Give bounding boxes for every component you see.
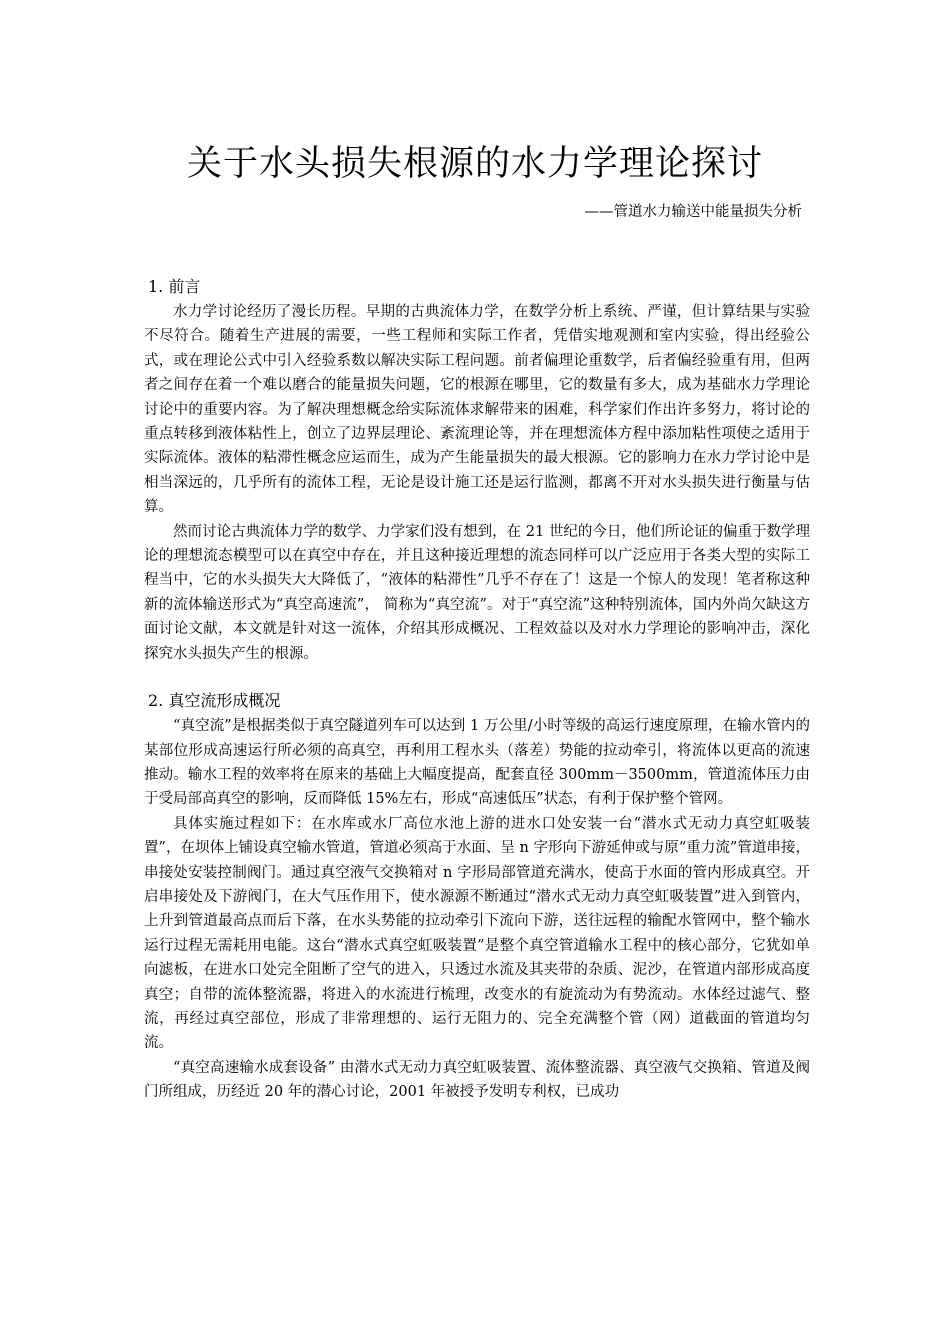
paragraph: “真空高速输水成套设备” 由潜水式无动力真空虹吸装置、流体整流器、真空液气交换箱、管道及阀门所组成，历经近 20 年的潜心讨论，2001 年被授予发明专利权，已成功 [144, 1059, 810, 1101]
section-preface [144, 274, 810, 666]
document-subtitle: ——管道水力输送中能量损失分析 [584, 204, 802, 220]
paragraph: 具体实施过程如下：在水库或水厂高位水池上游的进水口处安装一台“潜水式无动力真空虹吸装置”，在坝体上铺设真空输水管道，管道必须高于水面、呈 n 字形向下游延伸或与原“重力流”管道串接，串接处安装控制阀门。通过真空液气交换箱对 n 字形局部管道充满水，使高于水面的管内形成真空。开启串接处及下游阀门，在大气压作用下，使水源源不断通过“潜水式无动力真空虹吸装置”进入到管内，上升到管道最高点而后下落，在水头势能的拉动牵引下流向下游，送往远程的输配水管网中，整个输水运行过程无需耗用电能。这台“潜水式真空虹吸装置”是整个真空管道输水工程中的核心部分，它犹如单向滤板，在进水口处完全阻断了空气的进入，只透过水流及其夹带的杂质、泥沙，在管道内部形成高度真空；自带的流体整流器，将进入的水流进行梳理，改变水的有旋流动为有势流动。水体经过滤气、整流，再经过真空部位，形成了非常理想的、运行无阻力的、完全充满整个管（网）道截面的管道均匀流。 [144, 815, 810, 1052]
paragraph: 水力学讨论经历了漫长历程。早期的古典流体力学，在数学分析上系统、严谨，但计算结果与实验不尽符合。随着生产进展的需要，一些工程师和实际工作者，凭借实地观测和室内实验，得出经验公式，或在理论公式中引入经验系数以解决实际工程问题。前者偏理论重数学，后者偏经验重有用，但两者之间存在着一个难以磨合的能量损失问题，它的根源在哪里，它的数量有多大，成为基础水力学理论讨论中的重要内容。为了解决理想概念给实际流体求解带来的困难，科学家们作出许多努力，将讨论的重点转移到液体粘性上，创立了边界层理论、紊流理论等，并在理想流体方程中添加粘性项使之适用于实际流体。液体的粘滞性概念应运而生，成为产生能量损失的最大根源。它的影响力在水力学讨论中是相当深远的，几乎所有的流体工程，无论是设计施工还是运行监测，都离不开对水头损失进行衡量与估算。 [144, 304, 810, 516]
section-vacuum-flow-overview [144, 688, 810, 1105]
paragraph: 然而讨论古典流体力学的数学、力学家们没有想到，在 21 世纪的今日，他们所论证的偏重于数学理论的理想流态模型可以在真空中存在，并且这种接近理想的流态同样可以广泛应用于各类大型的实际工程当中，它的水头损失大大降低了，“液体的粘滞性”几乎不存在了！这是一个惊人的发现！笔者称这种新的流体输送形式为“真空高速流”， 简称为“真空流”。对于“真空流”这种特别流体，国内外尚欠缺这方面讨论文献，本文就是针对这一流体，介绍其形成概况、工程效益以及对水力学理论的影响冲击，深化探究水头损失产生的根源。 [144, 523, 810, 662]
section-heading: 1. 前言 [148, 277, 201, 296]
section-spacer [144, 666, 810, 688]
document-body [144, 274, 810, 1105]
document-title: 关于水头损失根源的水力学理论探讨 [186, 144, 763, 184]
paragraph: “真空流”是根据类似于真空隧道列车可以达到 1 万公里/小时等级的高运行速度原理，在输水管内的某部位形成高速运行所必须的高真空，再利用工程水头（落差）势能的拉动牵引，将流体以更高的流速推动。输水工程的效率将在原来的基础上大幅度提高，配套直径 300mm－3500mm，管道流体压力由于受局部高真空的影响，反而降低 15%左右，形成“高速低压”状态，有利于保护整个管网。 [144, 718, 810, 808]
section-heading: 2. 真空流形成概况 [148, 691, 281, 711]
